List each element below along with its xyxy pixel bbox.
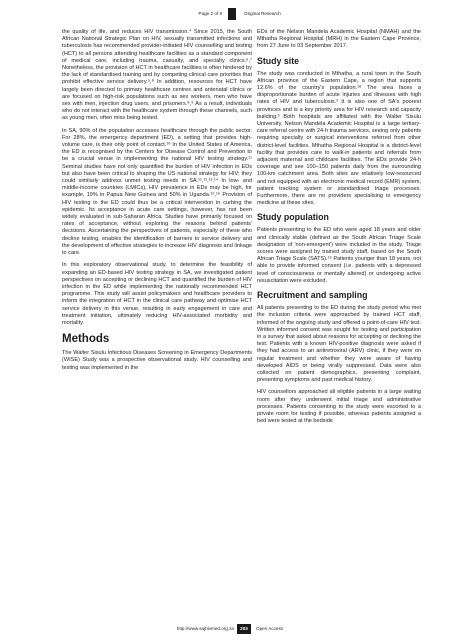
study-site-heading: Study site <box>257 55 300 66</box>
journal-url-link[interactable]: http://www.sajhivmed.org.za <box>176 626 234 631</box>
section-label: Original Research <box>244 11 281 16</box>
header-divider-block <box>228 8 236 20</box>
paragraph: EDs of the Nelson Mandela Academic Hospital (NMAH) and the Mthatha Regional Hospital (MRH) in the Eastern Cape Province, from 27 June to 03 September 2017. <box>257 29 421 50</box>
open-access-label: Open Access <box>256 626 284 631</box>
left-column <box>62 29 252 377</box>
paragraph: The Walter Sisulu Infectious Diseases Screening in Emergency Departments (WISE) Study was a prospective observational study. HIV counselling and testing was implemented in the <box>62 350 252 371</box>
page-footer <box>0 624 453 634</box>
paragraph: Patients presenting to the ED who were aged 18 years and older and clinically stable (defined as the South African Triage Scale designation of 'non-emergent') were included in the study. Triage scores were assigned by trained study staff, based on the South African Triage Scale (SATS).¹⁹ Patients younger than 18 years, not able to provide informed consent (i.e. patients with a depressed level of consciousness or mentally altered) or undergoing active resuscitation were excluded. <box>257 227 421 284</box>
paragraph: All patients presenting to the ED during the study period who met the inclusion criteria were approached by trained HCT staff, informed of the ongoing study and offered a point-of-care HIV test. Written informed consent was sought for testing and participation in a survey that asked about reasons for accepting or declining the test. Patients with a known HIV-positive diagnosis were asked if they had access to an antiretroviral (ARV) clinic, if they were on regular treatment and whether they were aware of having developed AIDS or being virally suppressed. Data were also collected on patient demographics, presenting complaint, presenting symptoms and past medical history. <box>257 305 421 384</box>
right-column <box>257 29 421 430</box>
methods-heading: Methods <box>62 333 110 346</box>
study-population-heading: Study population <box>257 212 329 223</box>
recruitment-heading: Recruitment and sampling <box>257 290 368 301</box>
page-indicator: Page 2 of 9 <box>198 11 222 16</box>
paragraph: The study was conducted in Mthatha, a rural town in the South African province of the Eastern Cape, a region that supports 12.6% of the country's population.¹⁸ The area faces a disproportionate burden of acute injuries and illnesses with high rates of HIV and tuberculosis.³ It is also one of SA's poorest provinces and is a key priority area for HIV research and capacity building.³ Both hospitals are affiliated with the Walter Sisulu University. Nelson Mandela Academic Hospital is a large tertiary-care referral centre with 24-h trauma services, seeing only patients requiring specialty or surgical interventions referred from other district-level facilities. Mthatha Regional Hospital is a district-level facility that provides care to walk-in patients and referrals from adjacent maternal and childcare facilities. The EDs provide 24-h coverage and see 100–150 patients daily from the surrounding 100-km catchment area. Both sites are relatively low-resourced and not equipped with an electronic medical record (EMR) system, patient tracking system or standardised triage processes. Furthermore, there are no providers specialising in emergency medicine at these sites. <box>257 70 421 207</box>
paragraph: In SA, 90% of the population accesses healthcare through the public sector. For 28%, the emergency department (ED), a setting that provides high-volume care, is their only point of contact.¹⁰ In the United States of America, the ED is recognised by the Centers for Disease Control and Prevention to be a crucial venue in implementing the national HIV testing strategy.¹¹ Seminal studies have not only quantified the burden of HIV infection in EDs but also have been critical to shaping the US national strategy for HIV; they could similarly address unmet testing needs in SA.¹¹,¹²,¹³,¹⁴ In low- and middle-income countries (LMICs), HIV prevalence in EDs may be high, for example, 19% in Papua New Guinea and 50% in Uganda.¹⁵,¹⁶ Provision of HIV testing in the ED could thus be a critical intervention in curbing the epidemic. Its acceptance in acute care settings, however, has not been widely evaluated in sub-Saharan Africa. Studies have primarily focused on rates of acceptance, without exploring the reasons behind patients' decisions. Ascertaining the perspectives of patients, especially of these who decline testing, enables the identification of barriers to service delivery and the development of effective strategies to increase HIV diagnosis and linkage to care. <box>62 127 252 257</box>
paragraph: In this exploratory observational study, to determine the feasibility of expanding an ED-based HIV testing strategy in SA, we investigated patient perspectives on accepting or declining HCT and quantified the burden of HIV infection in the ED while implementing the nationally recommended HCT programme. This study will assist policymakers and healthcare providers to inform the integration of HCT in the clinical care pathway and optimise HCT service delivery in this venue, resulting in early engagement in care and treatment initiation, ultimately reducing HIV-associated morbidity and mortality. <box>62 262 252 326</box>
paragraph: HIV counsellors approached all eligible patients in a large waiting room after they underwent initial triage and administrative processes. Patients consenting to the study were escorted to a private room for testing if possible, whereas patients assigned a bed were tested at the bedside <box>257 389 421 425</box>
paragraph: the quality of life, and reduces HIV transmission.⁴ Since 2015, the South African National Strategic Plan on HIV, sexually transmitted infections and tuberculosis has recommended provider-initiated HIV counselling and testing (HCT) to all persons attending healthcare facilities as a standard component of medical care, including trauma, casualty, and specialty clinics.⁶,⁷ Nonetheless, the provision of HCT in healthcare facilities is often hindered by the lack of standardised training and by competing clinical care priorities that prohibit effective service delivery.⁵,⁸ In addition, resources for HCT have largely been directed to primary healthcare centres and antenatal clinics or are focused on high-risk populations such as sex workers, men who have sex with men, injection drug users, and prisoners.⁸,⁹ As a result, individuals who do not interact with the healthcare system through these channels, such as young men, often miss being tested. <box>62 29 252 122</box>
page-header <box>0 8 453 20</box>
page-number: 203 <box>237 624 251 634</box>
